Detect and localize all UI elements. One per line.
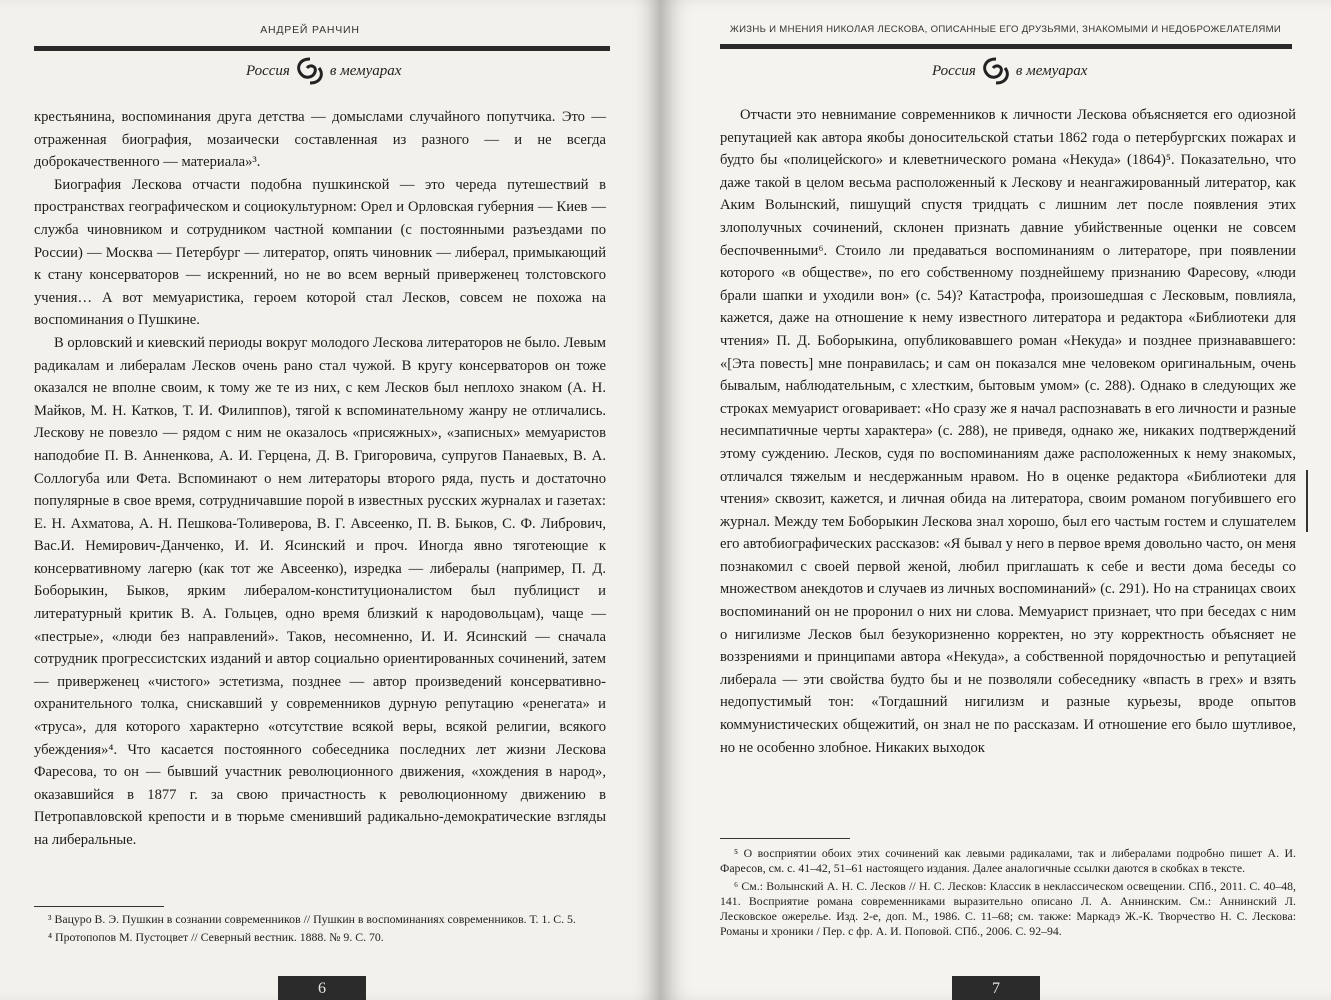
- body-text: [34, 106, 606, 852]
- footnote-rule: [720, 838, 850, 839]
- running-head: АНДРЕЙ РАНЧИН: [260, 24, 360, 36]
- header-rule: [720, 44, 1292, 49]
- footnote: ⁴ Протопопов М. Пустоцвет // Северный вестник. 1888. № 9. С. 70.: [48, 930, 384, 944]
- body-text: [720, 104, 1296, 759]
- series-title-right: в мемуарах: [329, 62, 402, 79]
- series-logo: [932, 56, 1087, 86]
- footnote: ³ Вацуро В. Э. Пушкин в сознании современников // Пушкин в воспоминаниях современников. Т. 1. С. 5.: [48, 912, 576, 926]
- margin-pencil-mark: [1306, 470, 1308, 532]
- footnote: ⁵ О восприятии обоих этих сочинений как левыми радикалами, так и либералами подробно пишет А. И. Фаресов, см. с. 41–42, 51–61 настоящего издания. Далее аналогичные ссылки даются в скобках в тексте.: [720, 846, 1296, 875]
- paragraph: В орловский и киевский периоды вокруг молодого Лескова литераторов не было. Левым радикалам и либералам Лесков очень рано стал чужой. В кругу консерваторов он тоже оказался не вполне своим, к тому же те из них, с кем Лесков был неплохо знаком (А. Н. Майков, М. Н. Катков, Т. И. Филиппов), тягой к вспоминательному жанру не отличались. Лескову не повезло — рядом с ним не оказалось «присяжных», «записных» мемуаристов наподобие П. В. Анненкова, А. И. Герцена, Д. В. Григоровича, супругов Панаевых, В. А. Соллогуба или Фета. Вспоминают о нем литераторы второго ряда, пусть и достаточно популярные в свое время, сотрудничавшие порой в известных русских журналах и газетах: Е. Н. Ахматова, А. Н. Пешкова-Толиверова, В. Г. Авсеенко, П. В. Быков, С. Ф. Либрович, Вас.И. Немирович-Данченко, И. И. Ясинский и проч. Иногда явно тяготеющие к консервативному лагерю (как тот же Авсеенко), изредка — либералы (например, П. Д. Боборыкин, Быков, ярким либералом-конституционалистом был публицист и литературный критик В. А. Гольцев, одно время близкий к народовольцам), чаще — «пестрые», «люди без направлений». Таков, несомненно, И. И. Ясинский — сначала сотрудник прогрессистских изданий и автор социально ориентированных сочинений, затем — приверженец «чистого» эстетизма, позднее — автор произведений консервативно-охранительного толка, снискавший у современников дурную репутацию «ренегата» и «труса», для которого характерно «отсутствие всякой веры, всякой религии, всякого убеждения»⁴. Что касается постоянного собеседника последних лет жизни Лескова Фаресова, то он — бывший участник революционного движения, «хождения в народ», оказавшийся в 1877 г. за свою причастность к революционному движению в Петропавловской крепости и в тюрьме сменивший радикально-демократические взгляды на либеральные.: [34, 334, 606, 848]
- series-title-right: в мемуарах: [1015, 62, 1088, 79]
- left-page: [0, 0, 660, 1000]
- paragraph: Биография Лескова отчасти подобна пушкинской — это череда путешествий в пространствах географическом и социокультурном: Орел и Орловская губерния — Киев — служба чиновником и сотрудником частной компании (с постоянными разъездами по России) — Москва — Петербург — литератор, опять чиновник — либерал, примыкающий к стану консерваторов — искренний, но не во всем верный приверженец толстовского учения… А вот мемуаристика, героем которой стал Лесков, совсем не похожа на воспоминания о Пушкине.: [34, 176, 606, 329]
- footnote-rule: [34, 906, 164, 907]
- series-emblem-icon: [979, 56, 1013, 86]
- right-page: [660, 0, 1331, 1000]
- header-rule: [34, 46, 610, 51]
- series-title-left: Россия: [246, 62, 290, 79]
- running-head: ЖИЗНЬ И МНЕНИЯ НИКОЛАЯ ЛЕСКОВА, ОПИСАННЫЕ ЕГО ДРУЗЬЯМИ, ЗНАКОМЫМИ И НЕДОБРОЖЕЛАТЕЛЯМИ: [729, 24, 1282, 35]
- footnotes: [720, 846, 1296, 942]
- series-emblem-icon: [293, 56, 327, 86]
- paragraph: Отчасти это невнимание современников к личности Лескова объясняется его одиозной репутацией как автора якобы доносительской статьи 1862 года о петербургских пожарах и будто бы «полицейского» и клеветнического романа «Некуда» (1864)⁵. Показательно, что даже такой в целом весьма расположенный к Лескову и неангажированный литератор, как Аким Волынский, пишущий спустя тридцать с лишним лет после появления этих злополучных сочинений, склонен признать давние убийственные оценки не совсем беспочвенными⁶. Стоило ли предаваться воспоминаниям о литераторе, при появлении которого «в обществе», по его собственному позднейшему признанию Фаресову, «люди брали шапки и уходили вон» (с. 54)? Катастрофа, произошедшая с Лесковым, повлияла, кажется, даже на отношение к нему известного литератора и редактора «Библиотеки для чтения» П. Д. Боборыкина, опубликовавшего роман «Некуда» и позднее признававшего: «[Эта повесть] мне понравилась; и сам он показался мне человеком оригинальным, очень бывалым, наблюдательным, с хлестким, бытовым умом» (с. 288). Однако в следующих же строках мемуарист оговаривает: «Но сразу же я начал распознавать в его личности и разные несимпатичные черты характера» (с. 288), не приведя, однако же, никаких подтверждений этому суждению. Лесков, судя по воспоминаниям даже расположенных к нему знакомых, отличался тяжелым и несдержанным нравом. Но в оценке редактора «Библиотеки для чтения» сквозит, кажется, и личная обида на литератора, своим романом погубившего его журнал. Между тем Боборыкин Лескова знал хорошо, был его частым гостем и слушателем его автобиографических рассказов: «Я бывал у него в первое время довольно часто, он меня познакомил с своей первой женой, любил приглашать к себе и вести дома беседы со множеством анекдотов и случаев из личных воспоминаний» (с. 291). Но на страницах своих воспоминаний он не проронил о них ни слова. Мемуарист признает, что при беседах с ним о нигилизме Лесков был безукоризненно корректен, но эту корректность объясняет не воззрениями и принципами автора «Некуда», а собственной порядочностью и репутацией либерала — эти свойства будто бы и не позволяли собеседнику «впасть в грех» и взять недопустимый тон: «Тогдашний нигилизм и разные курьезы, вроде опытов коммунистических общежитий, он знал не по рассказам. И отношение его было шутливое, но не особенно злобное. Никаких выходок: [720, 107, 1296, 756]
- paragraph: крестьянина, воспоминания друга детства — домыслами случайного попутчика. Это — отраженная биография, мозаически составленная из разного — и не всегда доброкачественного — материала»³.: [34, 109, 606, 171]
- series-title-left: Россия: [932, 62, 976, 79]
- footnote: ⁶ См.: Волынский А. Н. С. Лесков // Н. С. Лесков: Классик в неклассическом освещении. СПб., 2011. С. 40–48, 141. Восприятие романа современниками выразительно описано Л. А. Аннинским. См.: Аннинский Л. Лесковское ожерелье. Изд. 2-е, доп. М., 1986. С. 11–68; см. также: Маркадэ Ж.-К. Творчество Н. С. Лескова: Романы и хроники / Пер. с фр. А. И. Поповой. СПб., 2006. С. 92–94.: [720, 879, 1296, 938]
- series-logo: [246, 56, 401, 86]
- footnotes: [34, 912, 606, 948]
- page-number: 6: [278, 976, 366, 1000]
- page-number: 7: [952, 976, 1040, 1000]
